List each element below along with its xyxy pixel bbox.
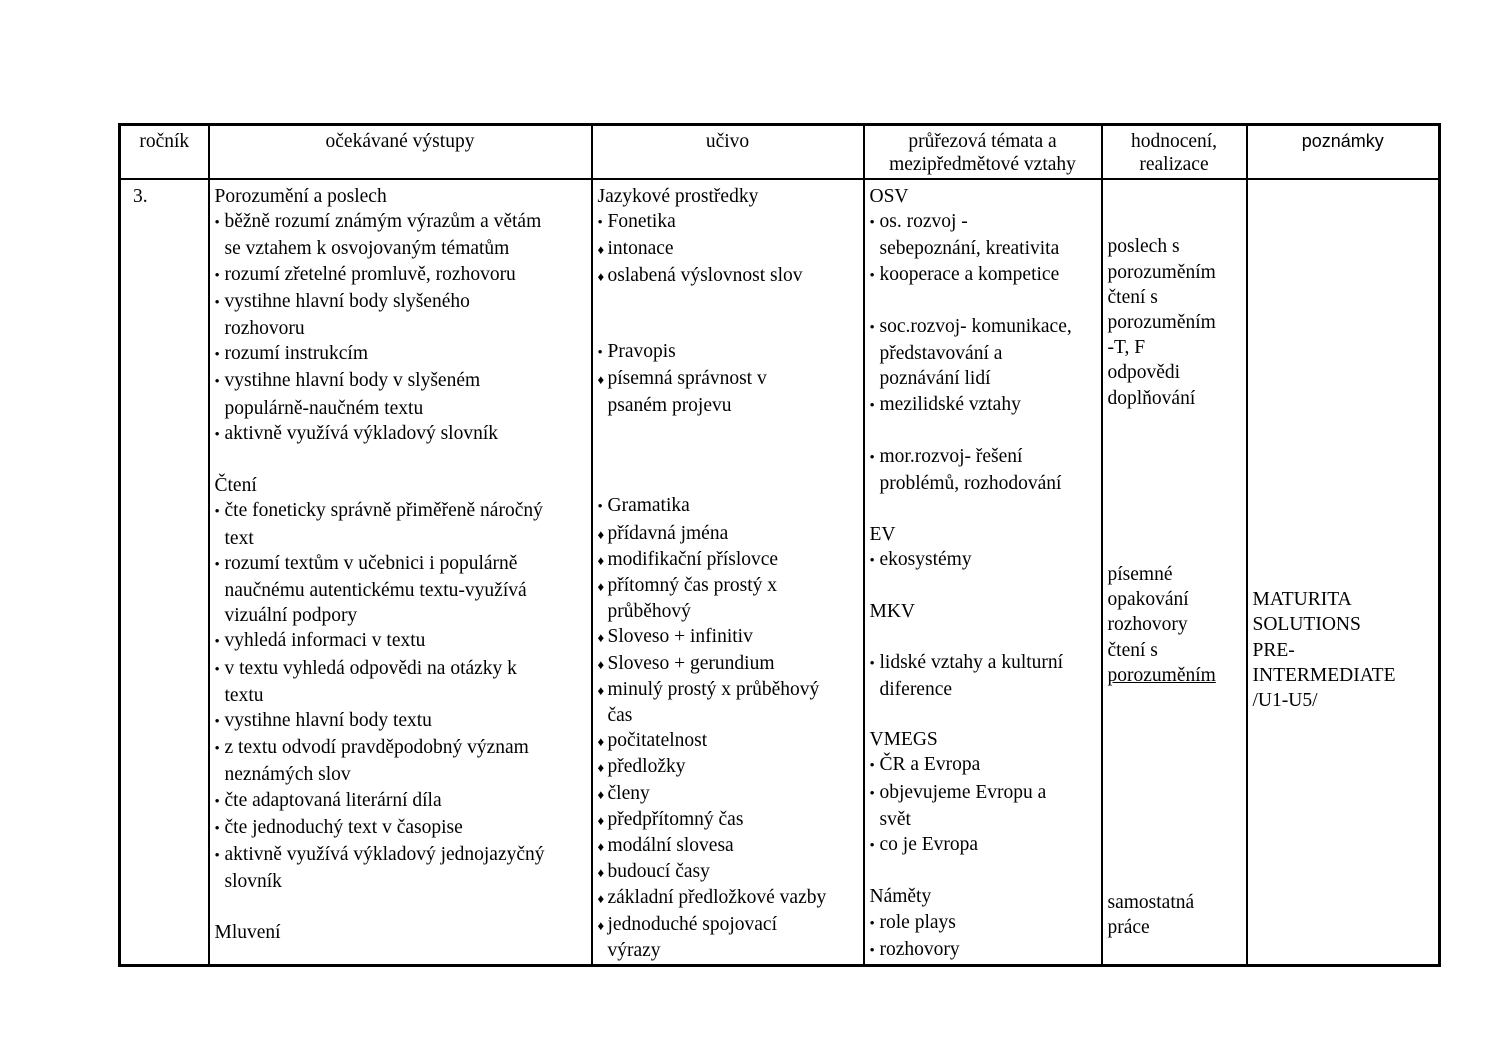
spacer [598,418,859,494]
text-line: rozhovory [1107,614,1188,636]
bullet-icon: • [869,785,875,802]
text-line: písemné [1107,564,1173,585]
text-line: opakování [1107,589,1189,611]
cell-poznamky [1247,179,1440,965]
spacer [870,289,1097,314]
text-line: • rozumí instrukcím [215,341,587,368]
hodnoceni-content [1103,180,1246,940]
bullet-icon: • [597,345,603,362]
spacer [870,624,1097,649]
bullet-icon: • [869,552,875,569]
diamond-bullet-icon: ♦ [597,526,605,542]
diamond-bullet-icon: ♦ [597,812,605,828]
text-line: ♦ základní předložkové vazby [598,885,859,911]
text-line: • běžně rozumí známým výrazům a větám [215,209,587,236]
text-line: neznámých slov [224,764,351,786]
bullet-icon: • [869,942,875,959]
cell-rocnik [120,179,209,965]
text-line: Mluvení [214,921,281,943]
grade-value: 3. [133,186,148,207]
text-line: Jazykové prostředky [597,186,759,207]
text-line: ♦ předpřítomný čas [598,807,859,833]
text-line: • os. rozvoj - [870,209,1097,236]
text-line: • lidské vztahy a kulturní [870,650,1097,677]
bullet-icon: • [214,793,220,810]
text-line: průběhový [607,601,691,623]
text-line: se vztahem k osvojovaným tématům [224,238,510,260]
bullet-icon: • [214,820,220,837]
text-line: odpovědi [1107,362,1181,384]
bullet-icon: • [869,320,875,336]
bullet-icon: • [869,397,875,414]
text-line: • vystihne hlavní body v slyšeném [215,368,587,395]
text-line: • aktivně využívá výkladový jednojazyčný [215,842,587,869]
bullet-icon: • [869,267,875,284]
text-line: čas [607,705,633,727]
bullet-icon: • [214,661,220,678]
text-line: samostatná [1107,891,1195,913]
diamond-bullet-icon: ♦ [597,682,605,698]
header-ucivo: učivo [592,125,864,180]
bullet-icon: • [869,758,875,775]
spacer [870,574,1097,599]
text-line: ♦ modifikační příslovce [598,547,859,573]
text-line: diference [879,678,953,700]
spacer [870,702,1097,727]
bullet-icon: • [214,347,220,364]
text-line: • mezilidské vztahy [870,392,1097,419]
text-line: čtení s [1107,286,1158,308]
text-line: slovník [224,871,282,893]
text-line: • Gramatika [598,493,859,520]
header-prurezova-temata: průřezová témata a mezipředmětové vztahy [864,125,1102,180]
bullet-icon: • [869,655,875,672]
text-line: ♦ Sloveso + gerundium [598,651,859,677]
diamond-bullet-icon: ♦ [597,760,605,776]
diamond-bullet-icon: ♦ [597,242,605,258]
text-line: • Fonetika [598,209,859,236]
text-line: • ČR a Evropa [870,752,1097,779]
text-line: představování a [879,343,1003,365]
diamond-bullet-icon: ♦ [597,891,605,907]
bullet-icon: • [869,215,875,232]
bullet-icon: • [869,837,875,854]
header-hodnoceni-realizace: hodnocení, realizace [1102,125,1247,180]
text-line: porozuměním [1107,312,1216,333]
text-line: výrazy [607,939,661,961]
text-line: • vyhledá informaci v textu [215,628,587,655]
header-poznamky: poznámky [1247,125,1440,180]
bullet-icon: • [597,499,603,516]
bullet-icon: • [214,294,220,311]
text-line: psaném projevu [607,394,732,416]
text-line: • rozumí zřetelné promluvě, rozhovoru [215,262,587,289]
cell-ucivo [592,179,864,965]
text-line: svět [879,808,911,830]
diamond-bullet-icon: ♦ [597,839,605,855]
text-line: ♦ Sloveso + infinitiv [598,624,859,650]
spacer [598,289,859,339]
header-rocnik: ročník [120,125,209,180]
spacer [1108,411,1242,562]
text-line: problémů, rozhodování [879,473,1062,495]
ucivo-content [593,180,863,963]
vystupy-content [210,180,591,945]
text-line: VMEGS [869,729,938,751]
text-line: čtení s [1107,639,1158,661]
text-line: ♦ modální slovesa [598,833,859,859]
spacer [870,859,1097,884]
diamond-bullet-icon: ♦ [597,372,605,388]
text-line: OSV [869,186,909,207]
text-line: -T, F [1107,337,1146,359]
spacer [215,448,587,473]
spacer [870,419,1097,444]
diamond-bullet-icon: ♦ [597,630,605,646]
spacer [1253,184,1435,587]
bullet-icon: • [214,426,220,443]
text-line: ♦ jednoduché spojovací [598,912,859,938]
text-line: /U1-U5/ [1252,690,1318,711]
prurezova-content [865,180,1101,964]
bullet-icon: • [869,450,875,466]
text-line: • čte jednoduchý text v časopise [215,815,587,842]
text-line: • Pravopis [598,339,859,366]
cell-prurezova-temata [864,179,1102,965]
bullet-icon: • [869,915,875,932]
text-line: ♦ členy [598,781,859,807]
text-line: ♦ minulý prostý x průběhový [598,677,859,703]
diamond-bullet-icon: ♦ [597,579,605,595]
bullet-icon: • [214,556,220,573]
text-line: ♦ počitatelnost [598,728,859,754]
text-line: INTERMEDIATE [1252,664,1396,686]
text-line: porozuměním [1107,664,1216,686]
text-line: textu [224,684,264,706]
text-line: • aktivně využívá výkladový slovník [215,421,587,448]
text-line: doplňování [1107,387,1196,409]
text-line: ♦ intonace [598,236,859,262]
bullet-icon: • [214,634,220,651]
text-line: ♦ písemná správnost v [598,366,859,392]
table-header-row [120,125,1440,180]
text-line: rozhovoru [224,318,305,340]
bullet-icon: • [214,267,220,284]
text-line: • mor.rozvoj- řešení [870,444,1097,471]
bullet-icon: • [214,504,220,521]
diamond-bullet-icon: ♦ [597,656,605,672]
text-line: ♦ oslabená výslovnost slov [598,263,859,289]
text-line: práce [1107,916,1150,938]
text-line: naučnému autentickému textu-využívá [224,580,527,602]
text-line: • vystihne hlavní body textu [215,708,587,735]
text-line: sebepoznání, kreativita [879,238,1060,260]
text-line: Porozumění a poslech [214,186,387,207]
text-line: • co je Evropa [870,832,1097,859]
text-line: • vystihne hlavní body slyšeného [215,289,587,316]
spacer [215,894,587,919]
text-line: Náměty [869,886,932,908]
text-line: • rozumí textům v učebnici i populárně [215,551,587,578]
text-line: • kooperace a kompetice [870,262,1097,289]
text-line: ♦ budoucí časy [598,859,859,885]
spacer [1108,688,1242,890]
bullet-icon: • [214,374,220,391]
bullet-icon: • [214,215,220,232]
cell-ocekavane-vystupy [209,179,592,965]
text-line: • z textu odvodí pravděpodobný význam [215,735,587,762]
cell-hodnoceni-realizace [1102,179,1247,965]
text-line: • role plays [870,910,1097,937]
table-row-grade-3 [120,179,1440,965]
text-line: EV [869,523,896,545]
text-line: poznávání lidí [879,368,991,390]
bullet-icon: • [597,215,603,232]
text-line: MATURITA [1252,589,1352,611]
text-line: text [224,527,254,549]
text-line: ♦ předložky [598,754,859,780]
text-line: • soc.rozvoj- komunikace, [870,314,1097,341]
diamond-bullet-icon: ♦ [597,268,605,284]
text-line: • objevujeme Evropu a [870,780,1097,807]
diamond-bullet-icon: ♦ [597,786,605,802]
text-line: PRE- [1252,639,1295,661]
text-line: SOLUTIONS [1252,614,1361,636]
text-line: ♦ přítomný čas prostý x [598,573,859,599]
text-line: ♦ přídavná jména [598,521,859,547]
bullet-icon: • [214,714,220,731]
text-line: • čte foneticky správně přiměřeně náročný [215,498,587,525]
text-line: MKV [869,601,916,623]
text-line: populárně-naučném textu [224,397,424,419]
diamond-bullet-icon: ♦ [597,917,605,933]
bullet-icon: • [214,741,220,758]
poznamky-content [1248,180,1439,713]
curriculum-table [118,123,1441,967]
diamond-bullet-icon: ♦ [597,734,605,750]
spacer [1108,184,1242,234]
text-line: vizuální podpory [224,605,358,627]
diamond-bullet-icon: ♦ [597,552,605,568]
text-line: porozuměním [1107,261,1216,283]
text-line: • ekosystémy [870,547,1097,574]
text-line: • v textu vyhledá odpovědi na otázky k [215,656,587,683]
text-line: • čte adaptovaná literární díla [215,788,587,815]
header-ocekavane-vystupy: očekávané výstupy [209,125,592,180]
bullet-icon: • [214,848,220,865]
diamond-bullet-icon: ♦ [597,865,605,881]
spacer [870,496,1097,521]
text-line: Čtení [214,475,257,497]
text-line: poslech s [1107,236,1180,258]
text-line: • rozhovory [870,937,1097,964]
